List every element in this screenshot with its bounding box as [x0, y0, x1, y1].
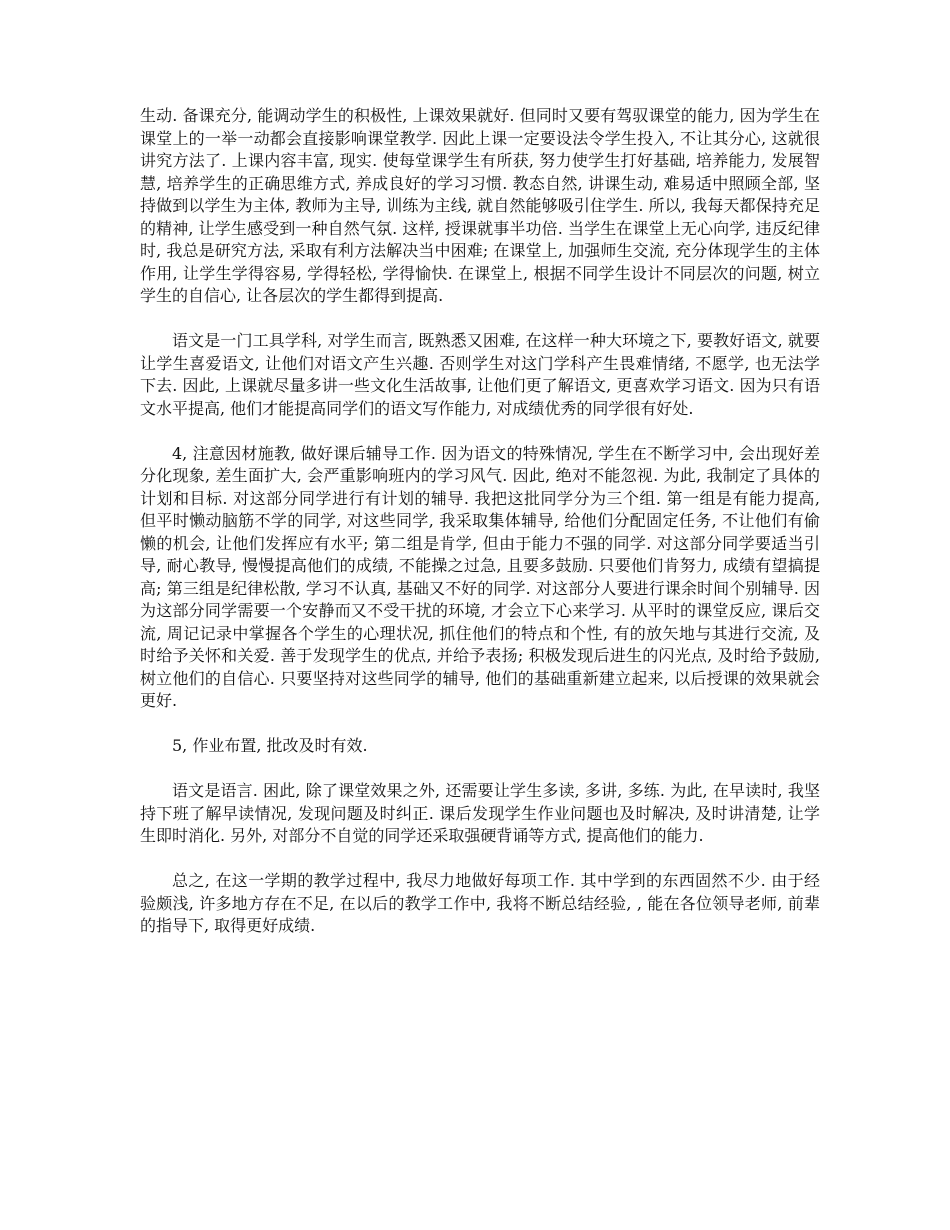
document-page	[140, 105, 820, 960]
paragraph-chinese-interest: 语文是一门工具学科, 对学生而言, 既熟悉又困难, 在这样一种大环境之下, 要教好语文, 就要让学生喜爱语文, 让他们对语文产生兴趣. 否则学生对这门学科产生畏难情绪, 不愿学, 也无法学下去. 因此, 上课就尽量多讲一些文化生活故事, 让他们更了解语文, 更喜欢学习语文. 因为只有语文水平提高, 他们才能提高同学们的语文写作能力, 对成绩优秀的同学很有好处.	[140, 331, 820, 418]
paragraph-homework: 语文是语言. 困此, 除了课堂效果之外, 还需要让学生多读, 多讲, 多练. 为此, 在早读时, 我坚持下班了解早读情况, 发现问题及时纠正. 课后发现学生作业问题也及时解决, 及时讲清楚, 让学生即时消化. 另外, 对部分不自觉的同学还采取强硬背诵等方式, 提高他们的能力.	[140, 781, 820, 845]
paragraph-teaching-method: 生动. 备课充分, 能调动学生的积极性, 上课效果就好. 但同时又要有驾驭课堂的能力, 因为学生在课堂上的一举一动都会直接影响课堂教学. 因此上课一定要设法令学生投入, 不让其分心, 这就很讲究方法了. 上课内容丰富, 现实. 使每堂课学生有所获, 努力使学生打好基础, 培养能力, 发展智慧, 培养学生的正确思维方式, 养成良好的学习习惯. 教态自然, 讲课生动, 难易适中照顾全部, 坚持做到以学生为主体, 教师为主导, 训练为主线, 就自然能够吸引住学生. 所以, 我每天都保持充足的精神, 让学生感受到一种自然气氛. 这样, 授课就事半功倍. 当学生在课堂上无心向学, 违反纪律时, 我总是研究方法, 采取有利方法解决当中困难; 在课堂上, 加强师生交流, 充分体现学生的主体作用, 让学生学得容易, 学得轻松, 学得愉快. 在课堂上, 根据不同学生设计不同层次的问题, 树立学生的自信心, 让各层次的学生都得到提高.	[140, 106, 820, 305]
paragraph-summary: 总之, 在这一学期的教学过程中, 我尽力地做好每项工作. 其中学到的东西固然不少. 由于经验颇浅, 许多地方存在不足, 在以后的教学工作中, 我将不断总结经验, , 能在各位领导老师, 前辈的指导下, 取得更好成绩.	[140, 871, 820, 935]
paragraph-tutoring: 4, 注意因材施教, 做好课后辅导工作. 因为语文的特殊情况, 学生在不断学习中, 会出现好差分化现象, 差生面扩大, 会严重影响班内的学习风气. 因此, 绝对不能忽视. 为此, 我制定了具体的计划和目标. 对这部分同学进行有计划的辅导. 我把这批同学分为三个组. 第一组是有能力提高, 但平时懒动脑筋不学的同学, 对这些同学, 我采取集体辅导, 给他们分配固定任务, 不让他们有偷懒的机会, 让他们发挥应有水平; 第二组是肯学, 但由于能力不强的同学. 对这部分同学要适当引导, 耐心教导, 慢慢提高他们的成绩, 不能操之过急, 且要多鼓励. 只要他们肯努力, 成绩有望搞提高; 第三组是纪律松散, 学习不认真, 基础又不好的同学. 对这部分人要进行课余时间个别辅导. 因为这部分同学需要一个安静而又不受干扰的环境, 才会立下心来学习. 从平时的课堂反应, 课后交流, 周记记录中掌握各个学生的心理状况, 抓住他们的特点和个性, 有的放矢地与其进行交流, 及时给予关怀和关爱. 善于发现学生的优点, 并给予表扬; 积极发现后进生的闪光点, 及时给予鼓励, 树立他们的自信心. 只要坚持对这些同学的辅导, 他们的基础重新建立起来, 以后授课的效果就会更好.	[140, 443, 820, 710]
paragraph-homework-heading: 5, 作业布置, 批改及时有效.	[172, 736, 368, 755]
